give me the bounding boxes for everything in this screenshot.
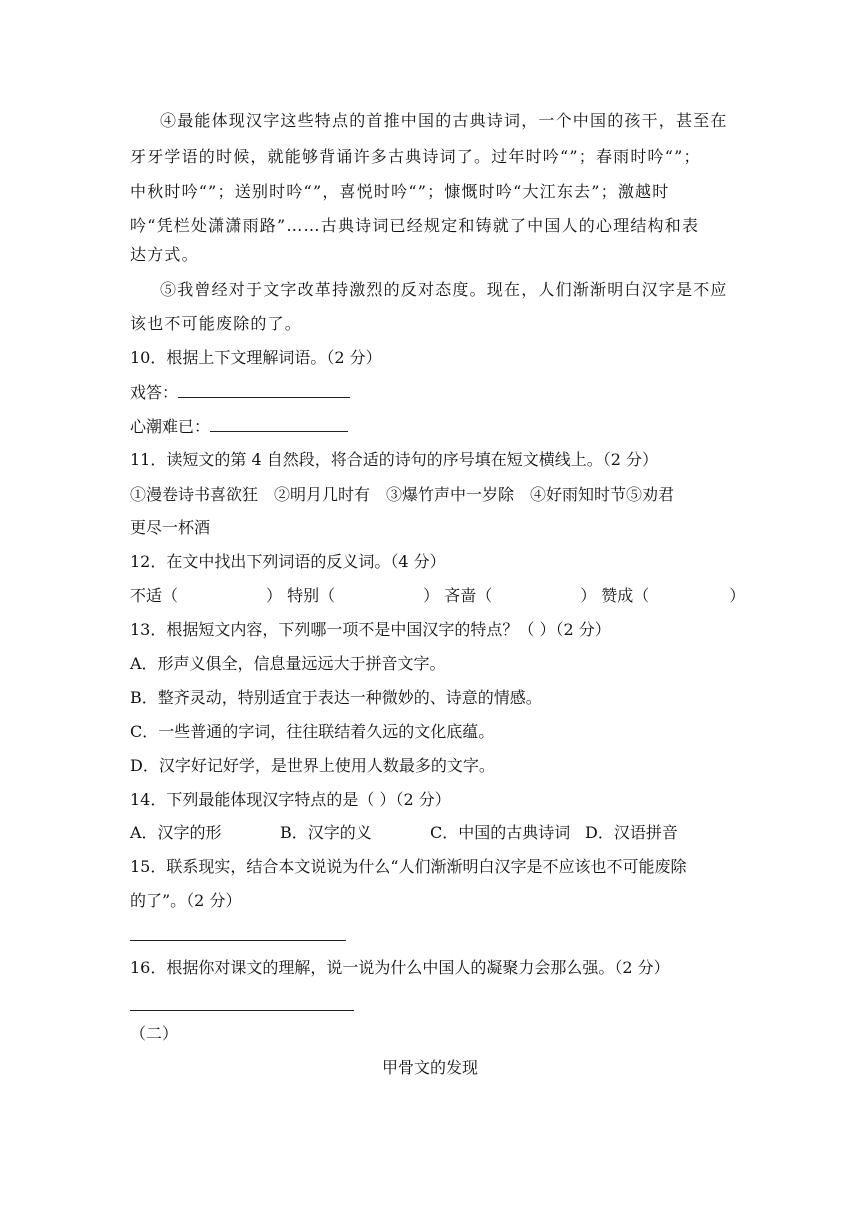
section-number: （二） xyxy=(130,1024,179,1043)
q12-word-4: ） 赞成（ xyxy=(580,586,650,605)
q12-word-1: 不适（ xyxy=(130,586,179,605)
q10-item-b xyxy=(130,416,348,437)
q12-close: ） xyxy=(729,586,746,605)
q13-option-b[interactable]: B．整齐灵动，特别适宜于表达一种微妙的、诗意的情感。 xyxy=(130,688,542,707)
section-title: 甲骨文的发现 xyxy=(381,1058,478,1077)
para4-line-5: 达方式。 xyxy=(130,245,199,264)
q14-option-d[interactable]: D．汉语拼音 xyxy=(585,823,678,842)
q10-a-blank[interactable] xyxy=(178,382,350,398)
q14-stem: 14．下列最能体现汉字特点的是（ ）（2 分） xyxy=(130,790,451,809)
para4-line-4: 吟“凭栏处潇潇雨路”……古典诗词已经规定和铸就了中国人的心理结构和表 xyxy=(130,216,700,235)
q12-word-3: ） 吝啬（ xyxy=(423,586,493,605)
q12-word-2: ） 特别（ xyxy=(266,586,336,605)
q16-answer-line[interactable] xyxy=(130,1010,354,1011)
q15-stem-line-2: 的了”。（2 分） xyxy=(130,891,242,910)
para5-line-2: 该也不可能废除的了。 xyxy=(130,314,303,333)
q14-option-c[interactable]: C．中国的古典诗词 xyxy=(430,823,571,842)
q11-options-line-1: ①漫卷诗书喜欲狂 ②明月几时有 ③爆竹声中一岁除 ④好雨知时节⑤劝君 xyxy=(130,485,675,504)
q15-stem-line-1: 15．联系现实，结合本文说说为什么“人们渐渐明白汉字是不应该也不可能废除 xyxy=(130,857,687,876)
q13-option-a[interactable]: A．形声义俱全，信息量远远大于拼音文字。 xyxy=(130,654,446,673)
para5-line-1: ⑤我曾经对于文字改革持激烈的反对态度。现在，人们渐渐明白汉字是不应 xyxy=(160,280,728,299)
q12-words xyxy=(130,586,745,606)
q13-stem: 13．根据短文内容，下列哪一项不是中国汉字的特点？（ ）（2 分） xyxy=(130,620,611,639)
q10-a-label: 戏答： xyxy=(130,383,179,402)
q13-option-c[interactable]: C．一些普通的字词，往往联结着久远的文化底蕴。 xyxy=(130,722,495,741)
q13-option-d[interactable]: D．汉字好记好学，是世界上使用人数最多的文字。 xyxy=(130,756,495,775)
q14-option-b[interactable]: B．汉字的义 xyxy=(280,823,372,842)
q15-answer-line[interactable] xyxy=(130,940,346,941)
para4-line-3: 中秋时吟“”；送别时吟“”，喜悦时吟“”；慷慨时吟“大江东去”；激越时 xyxy=(130,182,670,201)
para4-line-1: ④最能体现汉字这些特点的首推中国的古典诗词，一个中国的孩干，甚至在 xyxy=(160,111,728,130)
q12-stem: 12．在文中找出下列词语的反义词。（4 分） xyxy=(130,552,446,571)
q11-stem: 11．读短文的第 4 自然段，将合适的诗句的序号填在短文横线上。（2 分） xyxy=(130,450,658,469)
q10-stem: 10．根据上下文理解词语。（2 分） xyxy=(130,348,382,367)
q10-b-blank[interactable] xyxy=(210,416,348,432)
q14-option-a[interactable]: A．汉字的形 xyxy=(130,823,222,842)
q11-options-line-2: 更尽一杯酒 xyxy=(130,518,211,537)
q10-item-a xyxy=(130,382,350,403)
q16-stem: 16．根据你对课文的理解，说一说为什么中国人的凝聚力会那么强。（2 分） xyxy=(130,958,670,977)
para4-line-2: 牙牙学语的时候，就能够背诵许多古典诗词了。过年时吟“”；春雨时吟“”； xyxy=(130,147,701,166)
q10-b-label: 心潮难已： xyxy=(130,417,211,436)
